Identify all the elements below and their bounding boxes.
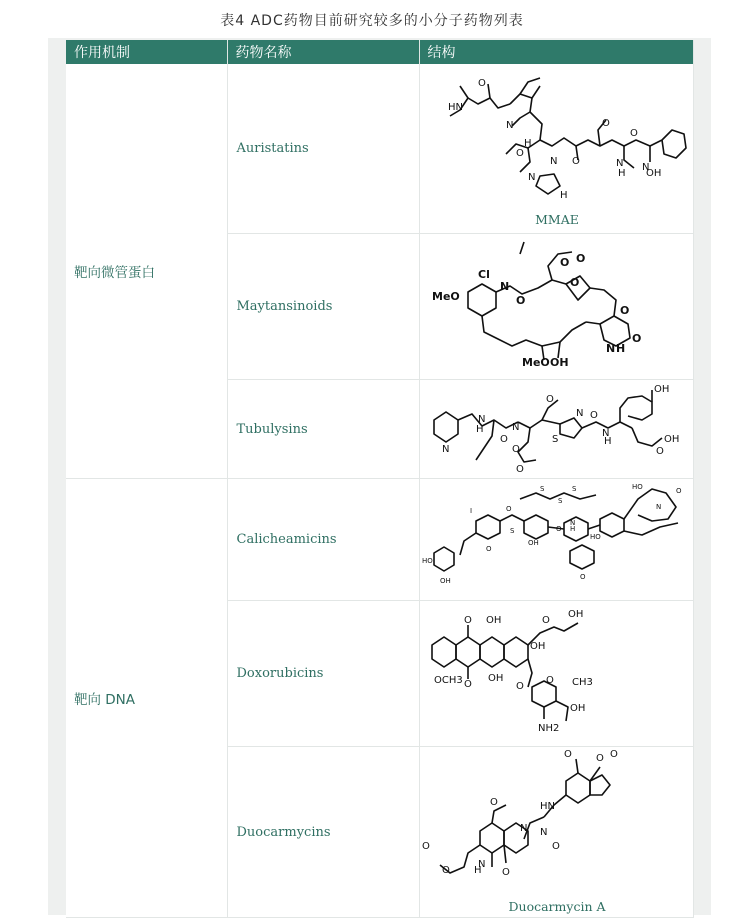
atom-label: S xyxy=(539,485,544,493)
atom-label: O xyxy=(631,332,641,345)
drug-name-auristatins: Auristatins xyxy=(227,64,419,234)
structure-cell-mmae xyxy=(419,64,693,234)
atom-label: O xyxy=(675,487,682,495)
structure-cell-duocarmycin xyxy=(419,747,693,918)
drug-name-tubulysins: Tubulysins xyxy=(227,380,419,479)
atom-label: O xyxy=(601,118,610,129)
mechanism-cell-tubulin: 靶向微管蛋白 xyxy=(66,64,227,479)
atom-label: N xyxy=(505,120,513,131)
header-mechanism: 作用机制 xyxy=(66,40,227,64)
atom-label: OH xyxy=(529,641,545,652)
mechanism-cell-dna: 靶向 DNA xyxy=(66,479,227,918)
adc-payload-table xyxy=(66,40,694,918)
atom-label: S xyxy=(571,485,576,493)
calicheamicin-structure-image xyxy=(420,479,694,600)
doxorubicin-structure-image xyxy=(420,601,694,746)
atom-label: N xyxy=(655,503,661,511)
atom-label: OH xyxy=(527,539,539,547)
tubulysin-structure-image xyxy=(420,380,694,478)
atom-label: N xyxy=(527,172,535,183)
atom-label: O xyxy=(551,841,560,852)
drug-name-doxorubicins: Doxorubicins xyxy=(227,601,419,747)
header-structure: 结构 xyxy=(419,40,693,64)
atom-label: S xyxy=(509,527,514,535)
atom-label: O xyxy=(541,615,550,626)
atom-label: OH xyxy=(549,356,569,369)
atom-label: N xyxy=(549,156,557,167)
atom-label: O xyxy=(609,749,618,760)
duocarmycin-structure-image xyxy=(420,747,694,917)
structure-caption-duocarmycin: Duocarmycin A xyxy=(508,899,605,914)
duocarmycin-bonds xyxy=(440,759,610,873)
atom-label: O xyxy=(571,156,580,167)
atom-label: N xyxy=(519,823,527,834)
atom-label: O xyxy=(619,304,629,317)
atom-label: H xyxy=(559,190,568,201)
atom-label: N xyxy=(569,519,575,527)
atom-label: N xyxy=(511,422,519,433)
atom-label: HN xyxy=(539,801,555,812)
atom-label: O xyxy=(499,434,508,445)
atom-label: H xyxy=(617,168,626,179)
atom-label: OH xyxy=(663,434,679,445)
structure-cell-tubulysin xyxy=(419,380,693,479)
atom-label: N xyxy=(499,280,509,293)
atom-label: HO xyxy=(421,557,433,565)
atom-label: O xyxy=(589,410,598,421)
atom-label: O xyxy=(545,394,554,405)
atom-label: O xyxy=(515,148,524,159)
atom-label: O xyxy=(463,615,472,626)
structure-cell-maytansine xyxy=(419,234,693,380)
atom-label: N xyxy=(477,414,485,425)
atom-label: O xyxy=(515,464,524,475)
atom-label: H xyxy=(603,436,612,447)
drug-name-maytansinoids: Maytansinoids xyxy=(227,234,419,380)
atom-label: H xyxy=(475,424,484,435)
table-row xyxy=(66,479,693,601)
atom-label: HO xyxy=(631,483,643,491)
atom-label: CH3 xyxy=(571,677,593,688)
atom-label: O xyxy=(421,841,430,852)
atom-label: N xyxy=(615,158,623,169)
atom-label: O xyxy=(545,675,554,686)
duocarmycin-atoms xyxy=(422,749,618,878)
atom-label: OH xyxy=(439,577,451,585)
atom-label: H xyxy=(523,138,532,149)
table-row xyxy=(66,64,693,234)
mmae-structure-image xyxy=(420,64,694,233)
atom-label: H xyxy=(615,342,625,355)
atom-label: O xyxy=(655,446,664,457)
atom-label: O xyxy=(575,252,585,265)
atom-label: H xyxy=(569,525,575,533)
atom-label: OH xyxy=(487,673,503,684)
atom-label: O xyxy=(511,444,520,455)
mmae-atoms xyxy=(448,78,661,201)
atom-label: N xyxy=(601,428,609,439)
atom-label: Cl xyxy=(477,268,490,281)
atom-label: H xyxy=(473,865,482,876)
maytansine-structure-image xyxy=(420,234,694,379)
structure-caption-mmae: MMAE xyxy=(534,212,579,227)
atom-label: MeO xyxy=(521,356,550,369)
atom-label: N xyxy=(605,342,615,355)
header-drug-name: 药物名称 xyxy=(227,40,419,64)
atom-label: I xyxy=(469,507,472,515)
atom-label: OH xyxy=(653,384,669,395)
atom-label: O xyxy=(501,867,510,878)
atom-label: S xyxy=(557,497,562,505)
atom-label: O xyxy=(505,505,512,513)
maytansine-atoms xyxy=(432,252,641,369)
atom-label: OH xyxy=(485,615,501,626)
doxorubicin-bonds xyxy=(432,623,578,721)
atom-label: O xyxy=(563,749,572,760)
atom-label: O xyxy=(579,573,586,581)
atom-label: N xyxy=(539,827,547,838)
atom-label: MeO xyxy=(431,290,460,303)
table-caption: 表4 ADC药物目前研究较多的小分子药物列表 xyxy=(220,13,524,29)
atom-label: O xyxy=(569,276,579,289)
drug-name-duocarmycins: Duocarmycins xyxy=(227,747,419,918)
atom-label: O xyxy=(515,294,525,307)
atom-label: O xyxy=(595,753,604,764)
atom-label: N xyxy=(477,859,485,870)
atom-label: N xyxy=(575,408,583,419)
atom-label: OH xyxy=(567,609,583,620)
atom-label: O xyxy=(555,525,562,533)
atom-label: N xyxy=(441,444,449,455)
atom-label: HO xyxy=(589,533,601,541)
atom-label: O xyxy=(463,679,472,690)
structure-cell-doxorubicin xyxy=(419,601,693,747)
atom-label: OH xyxy=(645,168,661,179)
atom-label: O xyxy=(515,681,524,692)
atom-label: OH xyxy=(569,703,585,714)
atom-label: S xyxy=(551,434,558,445)
structure-cell-calicheamicin xyxy=(419,479,693,601)
atom-label: N xyxy=(641,162,649,173)
atom-label: OCH3 xyxy=(433,675,463,686)
table-header-row xyxy=(66,40,693,64)
drug-name-calicheamicins: Calicheamicins xyxy=(227,479,419,601)
atom-label: NH2 xyxy=(537,723,559,734)
atom-label: O xyxy=(477,78,486,89)
atom-label: O xyxy=(629,128,638,139)
atom-label: O xyxy=(441,865,450,876)
atom-label: O xyxy=(559,256,569,269)
atom-label: O xyxy=(489,797,498,808)
atom-label: O xyxy=(485,545,492,553)
atom-label: HN xyxy=(447,102,463,113)
